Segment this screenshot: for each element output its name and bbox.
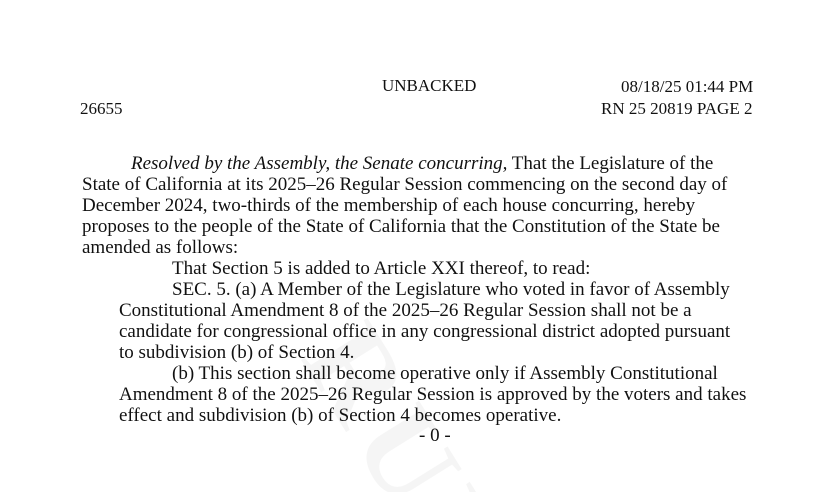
subdivision-a-line-4: to subdivision (b) of Section 4. bbox=[119, 342, 355, 363]
resolution-line-5: amended as follows: bbox=[82, 237, 239, 258]
subdivision-a-line-1: SEC. 5. (a) A Member of the Legislature who voted in favor of Assembly bbox=[172, 279, 730, 300]
page-marker: - 0 - bbox=[419, 425, 451, 446]
unbacked-label: UNBACKED bbox=[382, 76, 477, 95]
document-number: 26655 bbox=[80, 99, 123, 118]
rn-page-number: RN 25 20819 PAGE 2 bbox=[601, 99, 753, 118]
subdivision-b-line-3: effect and subdivision (b) of Section 4 becomes operative. bbox=[119, 405, 562, 426]
section-intro: That Section 5 is added to Article XXI thereof, to read: bbox=[172, 258, 591, 279]
resolved-clause: Resolved by the Assembly, the Senate concurring, bbox=[131, 153, 508, 174]
subdivision-b-line-2: Amendment 8 of the 2025–26 Regular Session is approved by the voters and takes bbox=[119, 384, 747, 405]
section-text bbox=[82, 258, 782, 426]
resolution-line-1-rest: That the Legislature of the bbox=[507, 153, 714, 174]
subdivision-a-line-2: Constitutional Amendment 8 of the 2025–26 Regular Session shall not be a bbox=[119, 300, 692, 321]
print-datetime: 08/18/25 01:44 PM bbox=[621, 77, 754, 96]
resolution-line-1 bbox=[82, 153, 782, 174]
subdivision-b-line-1: (b) This section shall become operative only if Assembly Constitutional bbox=[172, 363, 718, 384]
resolution-paragraph bbox=[82, 153, 782, 258]
resolution-line-2: State of California at its 2025–26 Regular Session commencing on the second day of bbox=[82, 174, 728, 195]
resolution-line-4: proposes to the people of the State of California that the Constitution of the State be bbox=[82, 216, 720, 237]
resolution-line-3: December 2024, two-thirds of the membership of each house concurring, hereby bbox=[82, 195, 696, 216]
subdivision-a-line-3: candidate for congressional office in any congressional district adopted pursuant bbox=[119, 321, 731, 342]
